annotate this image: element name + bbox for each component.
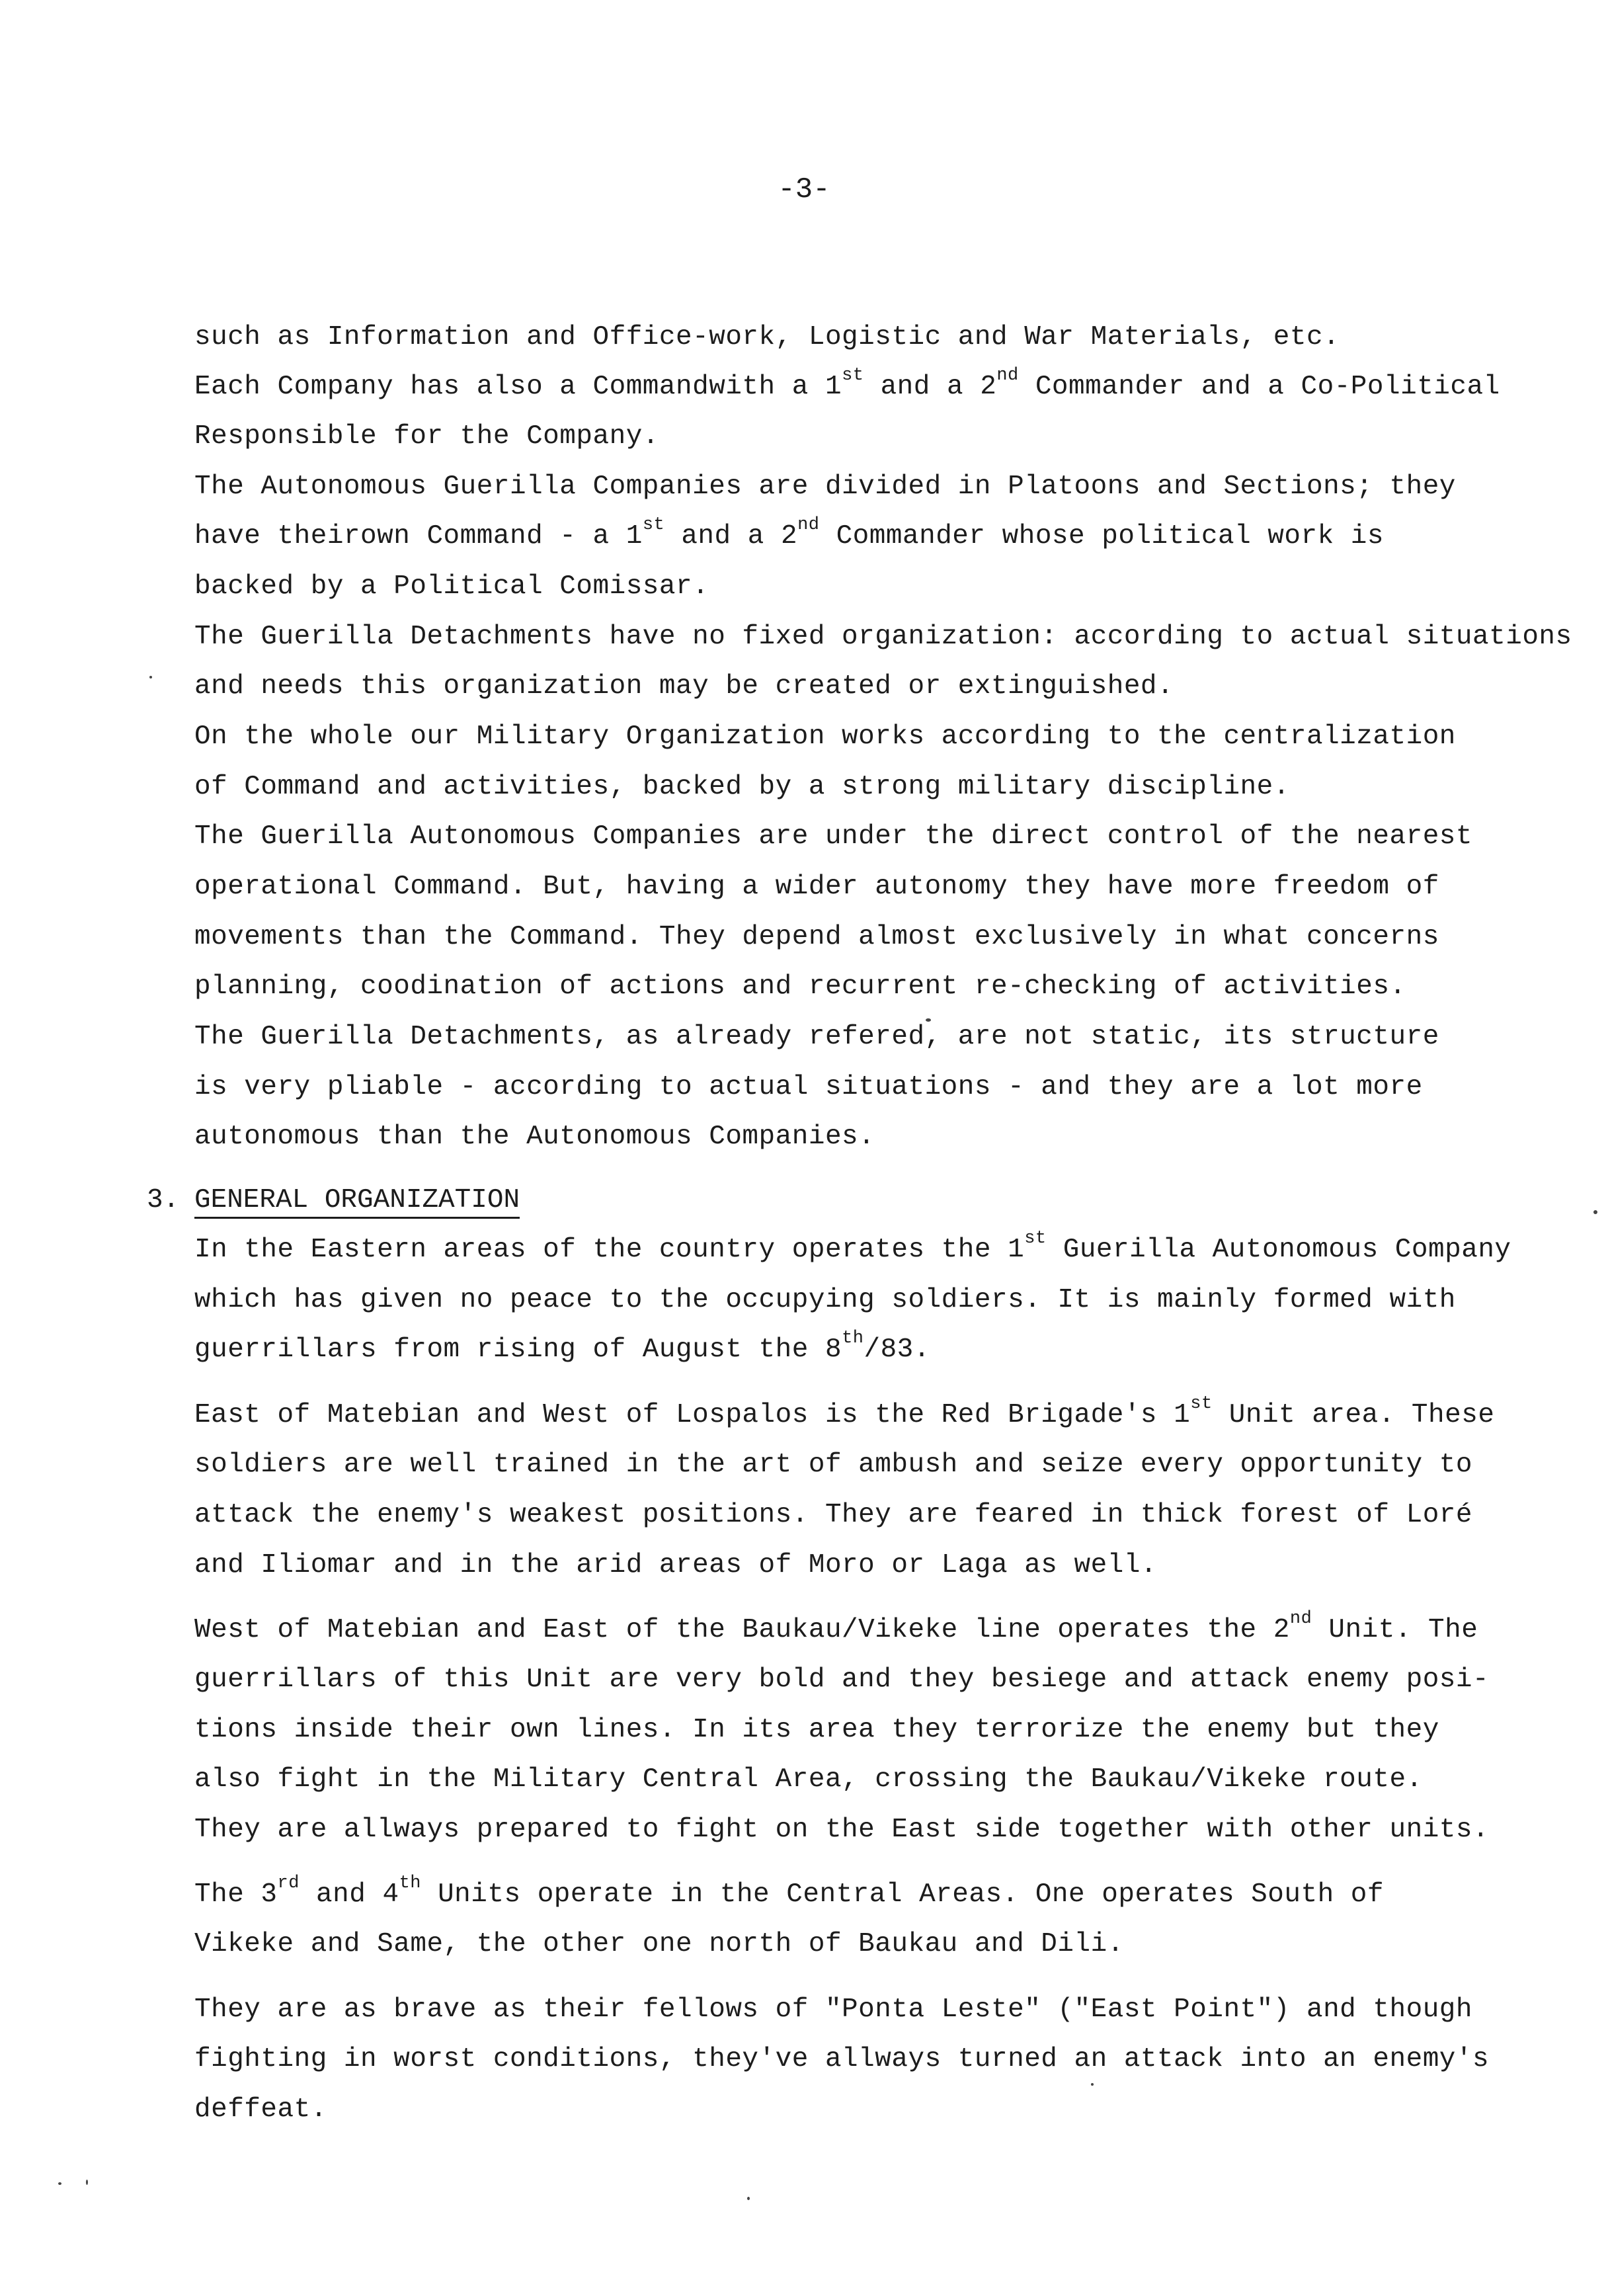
page-number: -3- xyxy=(778,173,830,206)
text-line xyxy=(194,620,1572,653)
text-line xyxy=(194,1993,1472,2026)
ordinal-superscript: st xyxy=(842,366,864,386)
text-run: guerrillars of this Unit are very bold and they besiege and attack enemy posi- xyxy=(194,1664,1490,1695)
text-line xyxy=(194,1229,1511,1266)
text-line xyxy=(194,820,1472,853)
text-line xyxy=(194,1663,1489,1696)
text-run: Vikeke and Same, the other one north of Baukau and Dili. xyxy=(194,1929,1124,1959)
text-line xyxy=(194,2043,1489,2076)
text-run: On the whole our Military Organization works according to the centralization xyxy=(194,721,1456,752)
text-run: Guerilla Autonomous Company xyxy=(1046,1235,1511,1265)
text-run: Each Company has also a Commandwith a 1 xyxy=(194,372,842,402)
section-number: 3. xyxy=(147,1185,180,1215)
text-line xyxy=(194,321,1340,354)
text-line xyxy=(194,1448,1472,1481)
text-run: /83. xyxy=(864,1334,930,1365)
text-run: such as Information and Office-work, Logistic and War Materials, etc. xyxy=(194,322,1340,352)
text-line xyxy=(194,770,1290,803)
text-run: operational Command. But, having a wider autonomy they have more freedom of xyxy=(194,872,1439,902)
text-run: Responsible for the Company. xyxy=(194,421,659,452)
text-line xyxy=(194,1284,1456,1317)
text-run: The 3 xyxy=(194,1879,278,1910)
text-run: have theirown Command - a 1 xyxy=(194,521,643,552)
text-run: They are as brave as their fellows of "Ponta Leste" ("East Point") and though xyxy=(194,1994,1473,2025)
text-line xyxy=(194,420,659,453)
text-line xyxy=(194,515,1385,553)
text-run: tions inside their own lines. In its area they terrorize the enemy but they xyxy=(194,1715,1439,1745)
text-run: also fight in the Military Central Area, crossing the Baukau/Vikeke route. xyxy=(194,1764,1423,1795)
text-run: In the Eastern areas of the country operates the 1 xyxy=(194,1235,1025,1265)
text-run: Commander and a Co-Political xyxy=(1018,372,1500,402)
text-line xyxy=(194,1020,1439,1053)
scan-speck xyxy=(149,676,152,678)
text-run: of Command and activities, backed by a strong military discipline. xyxy=(194,772,1290,802)
scan-speck xyxy=(58,2182,61,2185)
text-run: The Autonomous Guerilla Companies are divided in Platoons and Sections; they xyxy=(194,472,1456,502)
text-run: autonomous than the Autonomous Companies. xyxy=(194,1122,875,1152)
text-run: is very pliable - according to actual situations - and they are a lot more xyxy=(194,1072,1423,1102)
text-run: and a 2 xyxy=(664,521,798,552)
ordinal-superscript: st xyxy=(1190,1394,1213,1414)
text-line xyxy=(194,970,1406,1003)
text-line xyxy=(194,670,1174,703)
text-run: planning, coodination of actions and recurrent re-checking of activities. xyxy=(194,971,1406,1002)
text-run: and 4 xyxy=(299,1879,399,1910)
text-run: backed by a Political Comissar. xyxy=(194,571,709,602)
text-line xyxy=(194,1329,930,1366)
text-line xyxy=(194,1071,1423,1104)
scan-speck xyxy=(1593,1210,1597,1214)
text-line xyxy=(194,1549,1157,1582)
text-run: attack the enemy's weakest positions. They are feared in thick forest of Loré xyxy=(194,1500,1473,1530)
scan-speck xyxy=(926,1018,931,1022)
text-run: which has given no peace to the occupying soldiers. It is mainly formed with xyxy=(194,1285,1456,1315)
text-line xyxy=(194,570,709,603)
text-run: guerrillars from rising of August the 8 xyxy=(194,1334,842,1365)
text-line xyxy=(194,1928,1124,1961)
ordinal-superscript: th xyxy=(399,1873,421,1893)
text-run: and a 2 xyxy=(864,372,997,402)
text-run: The Guerilla Autonomous Companies are under the direct control of the nearest xyxy=(194,821,1473,852)
scan-speck xyxy=(1091,2083,1094,2086)
text-run: They are allways prepared to fight on the East side together with other units. xyxy=(194,1815,1490,1845)
text-run: Unit area. These xyxy=(1212,1400,1495,1430)
text-line xyxy=(194,1394,1495,1432)
text-run: deffeat. xyxy=(194,2094,327,2125)
text-line xyxy=(194,2093,327,2126)
ordinal-superscript: th xyxy=(842,1329,864,1348)
scan-speck xyxy=(747,2197,750,2200)
text-run: Unit. The xyxy=(1312,1615,1478,1645)
text-line xyxy=(194,1609,1478,1647)
text-line xyxy=(194,1763,1423,1796)
text-run: and Iliomar and in the arid areas of Moro or Laga as well. xyxy=(194,1550,1158,1580)
text-run: soldiers are well trained in the art of ambush and seize every opportunity to xyxy=(194,1450,1473,1480)
text-run: East of Matebian and West of Lospalos is the Red Brigade's 1 xyxy=(194,1400,1191,1430)
text-run: The Guerilla Detachments have no fixed organization: according to actual situations xyxy=(194,622,1572,652)
text-line xyxy=(194,1498,1472,1532)
text-line xyxy=(194,720,1456,753)
text-line xyxy=(194,1873,1385,1911)
text-run: The Guerilla Detachments, as already refered, are not static, its structure xyxy=(194,1022,1439,1052)
ordinal-superscript: nd xyxy=(1289,1609,1312,1629)
ordinal-superscript: rd xyxy=(277,1873,300,1893)
ordinal-superscript: nd xyxy=(797,515,820,535)
ordinal-superscript: st xyxy=(642,515,665,535)
text-run: movements than the Command. They depend almost exclusively in what concerns xyxy=(194,922,1439,952)
text-line xyxy=(194,366,1500,403)
section-heading: GENERAL ORGANIZATION xyxy=(194,1184,520,1219)
text-line xyxy=(194,1813,1489,1846)
text-run: West of Matebian and East of the Baukau/Vikeke line operates the 2 xyxy=(194,1615,1290,1645)
scan-speck xyxy=(86,2180,88,2185)
text-line xyxy=(194,870,1439,903)
text-run: fighting in worst conditions, they've allways turned an attack into an enemy's xyxy=(194,2044,1490,2074)
text-line xyxy=(194,1120,875,1153)
text-run: and needs this organization may be created or extinguished. xyxy=(194,671,1174,702)
text-line xyxy=(194,470,1456,503)
text-run: Commander whose political work is xyxy=(819,521,1385,552)
text-line xyxy=(194,921,1439,954)
text-line xyxy=(194,1713,1439,1746)
ordinal-superscript: nd xyxy=(996,366,1019,386)
text-run: Units operate in the Central Areas. One operates South of xyxy=(421,1879,1385,1910)
ordinal-superscript: st xyxy=(1024,1229,1047,1249)
